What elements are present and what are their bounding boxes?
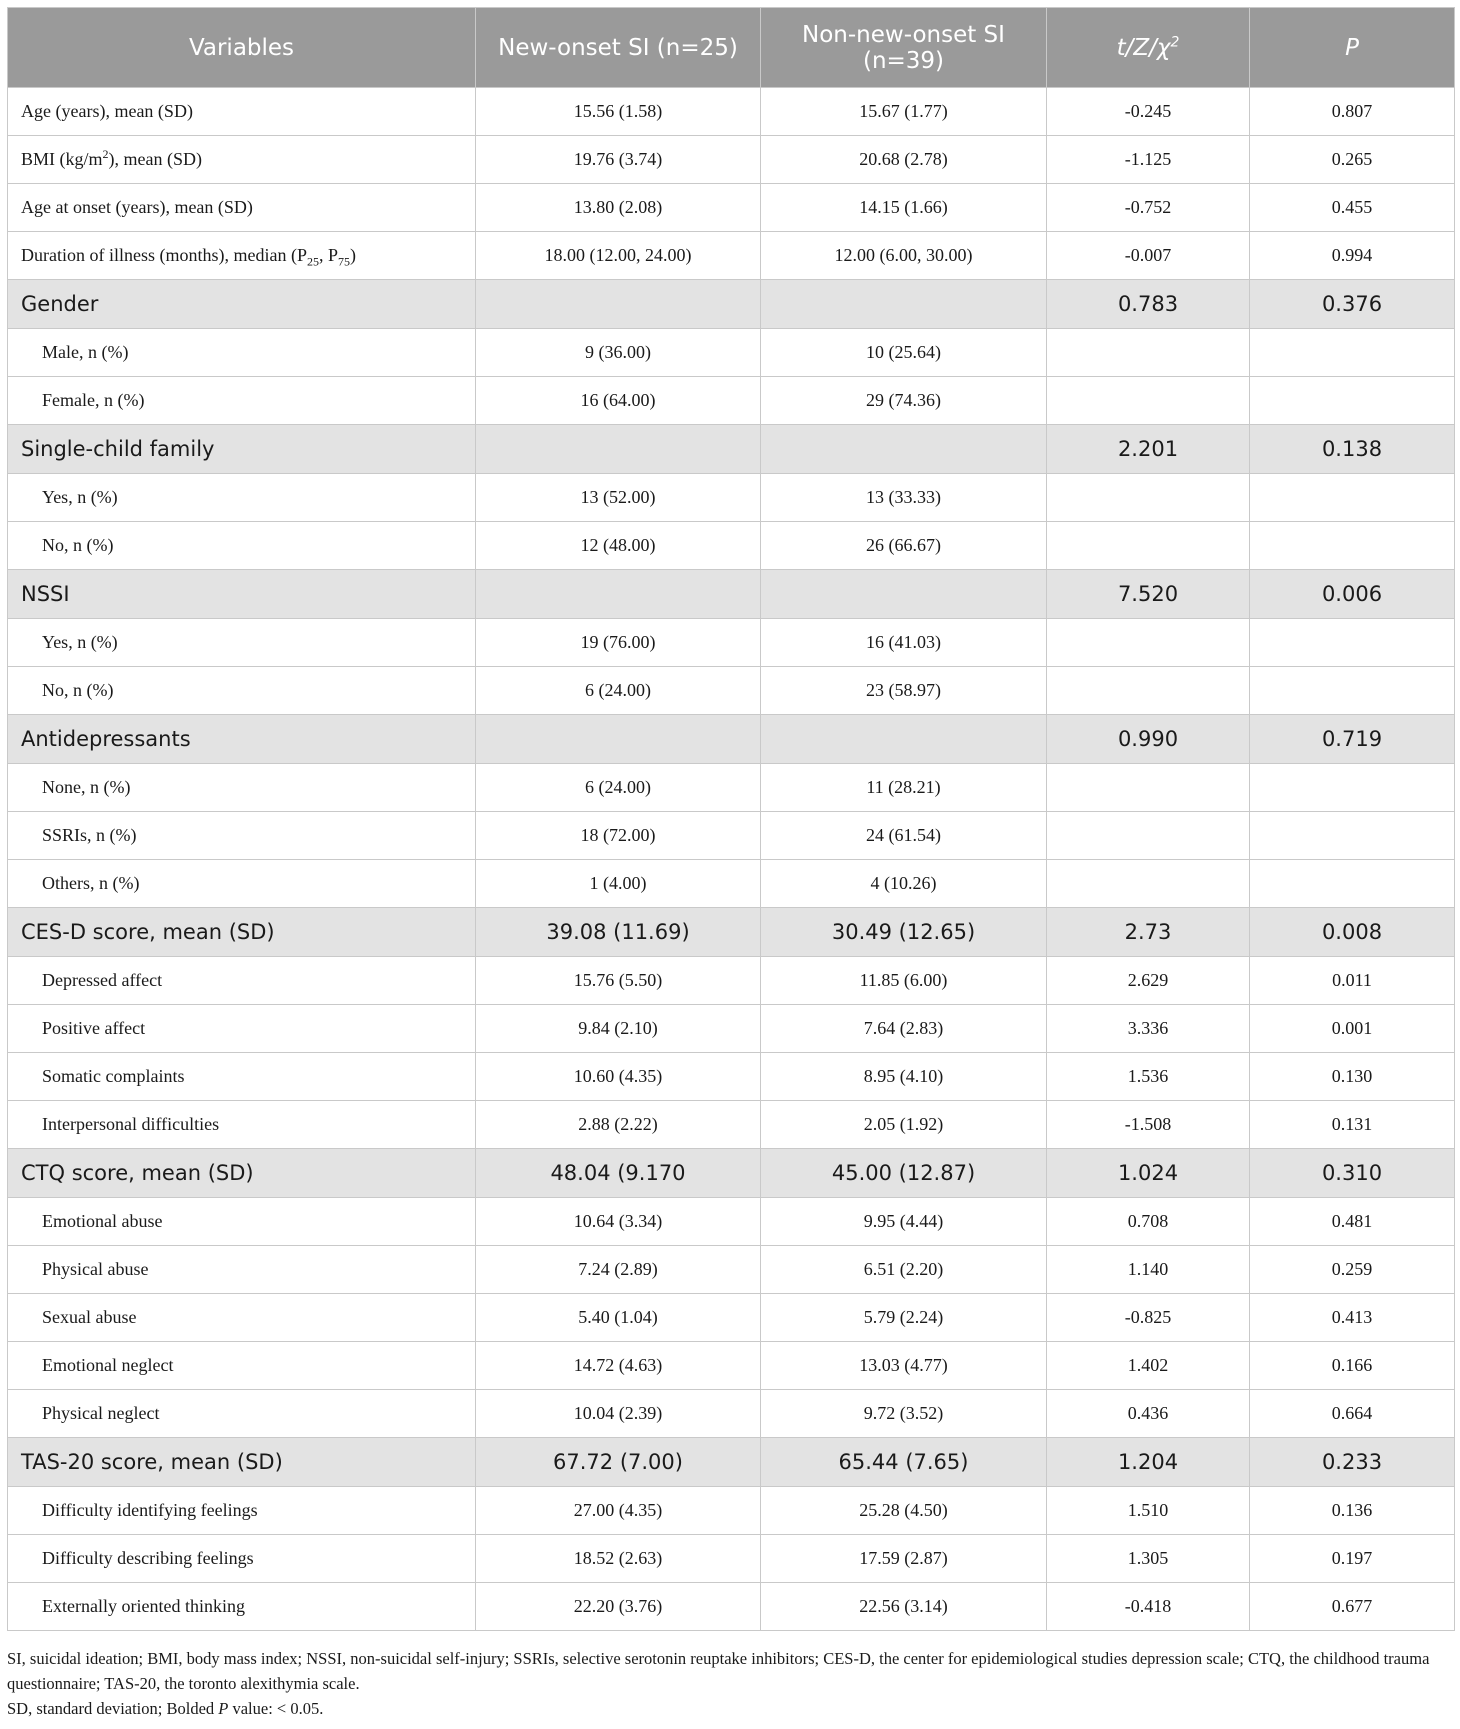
table-row [8,619,1455,667]
cell-new-onset: 9.84 (2.10) [476,1005,761,1053]
cell-new-onset: 1 (4.00) [476,860,761,908]
table-body [8,88,1455,1631]
cell-new-onset: 48.04 (9.170 [476,1149,761,1198]
header-variables: Variables [8,8,476,88]
cell-variable: Physical abuse [8,1246,476,1294]
cell-new-onset [476,715,761,764]
cell-new-onset: 14.72 (4.63) [476,1342,761,1390]
table-row [8,667,1455,715]
cell-p: 0.994 [1250,232,1455,280]
table-row [8,1053,1455,1101]
cell-non-new-onset: 17.59 (2.87) [761,1535,1047,1583]
cell-non-new-onset: 6.51 (2.20) [761,1246,1047,1294]
table-section-row [8,280,1455,329]
table-row [8,1583,1455,1631]
cell-variable: Male, n (%) [8,329,476,377]
cell-p [1250,764,1455,812]
table-container [7,7,1454,1631]
cell-new-onset: 10.64 (3.34) [476,1198,761,1246]
cell-variable: Sexual abuse [8,1294,476,1342]
cell-p [1250,474,1455,522]
cell-p: 0.006 [1250,570,1455,619]
cell-p: 0.197 [1250,1535,1455,1583]
cell-non-new-onset: 65.44 (7.65) [761,1438,1047,1487]
cell-new-onset: 9 (36.00) [476,329,761,377]
cell-stat [1047,860,1250,908]
table-row [8,860,1455,908]
cell-stat: 1.305 [1047,1535,1250,1583]
cell-non-new-onset: 16 (41.03) [761,619,1047,667]
cell-stat: 0.783 [1047,280,1250,329]
cell-p: 0.413 [1250,1294,1455,1342]
cell-stat [1047,619,1250,667]
footnote-significance [7,1696,1454,1721]
cell-non-new-onset: 24 (61.54) [761,812,1047,860]
cell-p [1250,860,1455,908]
cell-variable: Yes, n (%) [8,619,476,667]
cell-stat: 2.73 [1047,908,1250,957]
cell-variable: No, n (%) [8,667,476,715]
cell-new-onset: 6 (24.00) [476,764,761,812]
cell-non-new-onset: 15.67 (1.77) [761,88,1047,136]
cell-p: 0.008 [1250,908,1455,957]
table-row [8,232,1455,280]
cell-variable: Externally oriented thinking [8,1583,476,1631]
cell-stat: 0.990 [1047,715,1250,764]
cell-p [1250,522,1455,570]
cell-p: 0.233 [1250,1438,1455,1487]
cell-stat [1047,329,1250,377]
cell-p: 0.136 [1250,1487,1455,1535]
cell-variable: Physical neglect [8,1390,476,1438]
table-row [8,1294,1455,1342]
cell-variable: NSSI [8,570,476,619]
cell-variable: Difficulty identifying feelings [8,1487,476,1535]
cell-stat [1047,377,1250,425]
table-row [8,329,1455,377]
cell-variable: Age (years), mean (SD) [8,88,476,136]
cell-new-onset: 27.00 (4.35) [476,1487,761,1535]
table-section-row [8,1438,1455,1487]
cell-variable: CTQ score, mean (SD) [8,1149,476,1198]
header-p-label: P [1345,34,1359,61]
cell-new-onset: 10.04 (2.39) [476,1390,761,1438]
data-table [7,7,1455,1631]
cell-new-onset: 19 (76.00) [476,619,761,667]
cell-non-new-onset: 13 (33.33) [761,474,1047,522]
cell-new-onset: 18.52 (2.63) [476,1535,761,1583]
footnote-sd: SD, standard deviation; Bolded [7,1699,219,1718]
cell-p: 0.310 [1250,1149,1455,1198]
cell-stat [1047,812,1250,860]
cell-stat: 0.436 [1047,1390,1250,1438]
cell-p: 0.131 [1250,1101,1455,1149]
cell-non-new-onset: 10 (25.64) [761,329,1047,377]
cell-p: 0.011 [1250,957,1455,1005]
header-new-onset: New-onset SI (n=25) [476,8,761,88]
cell-non-new-onset: 23 (58.97) [761,667,1047,715]
cell-variable: CES-D score, mean (SD) [8,908,476,957]
cell-non-new-onset: 26 (66.67) [761,522,1047,570]
table-row [8,764,1455,812]
cell-stat [1047,474,1250,522]
cell-stat: -0.825 [1047,1294,1250,1342]
cell-variable: Antidepressants [8,715,476,764]
cell-variable: BMI $(kg/m^2)$, mean (SD) [8,136,476,184]
cell-non-new-onset: 2.05 (1.92) [761,1101,1047,1149]
cell-variable: Single-child family [8,425,476,474]
cell-p: 0.265 [1250,136,1455,184]
cell-stat: 2.629 [1047,957,1250,1005]
cell-new-onset: 15.56 (1.58) [476,88,761,136]
cell-p: 0.166 [1250,1342,1455,1390]
cell-variable: Others, n (%) [8,860,476,908]
cell-new-onset: 67.72 (7.00) [476,1438,761,1487]
table-row [8,522,1455,570]
cell-non-new-onset: 22.56 (3.14) [761,1583,1047,1631]
cell-stat: 0.708 [1047,1198,1250,1246]
cell-non-new-onset [761,425,1047,474]
cell-p [1250,812,1455,860]
cell-variable: Difficulty describing feelings [8,1535,476,1583]
cell-stat: 1.402 [1047,1342,1250,1390]
cell-variable: SSRIs, n (%) [8,812,476,860]
cell-non-new-onset: 29 (74.36) [761,377,1047,425]
cell-p [1250,329,1455,377]
cell-p: 0.259 [1250,1246,1455,1294]
footnote-p-symbol: P [218,1699,229,1718]
cell-new-onset: 18 (72.00) [476,812,761,860]
header-stat [1047,8,1250,88]
cell-stat: -0.007 [1047,232,1250,280]
header-p [1250,8,1455,88]
cell-stat: -0.418 [1047,1583,1250,1631]
cell-p: 0.001 [1250,1005,1455,1053]
cell-variable: Depressed affect [8,957,476,1005]
header-stat-label: t/Z/χ [1116,34,1171,61]
cell-non-new-onset: 12.00 (6.00, 30.00) [761,232,1047,280]
cell-new-onset: 19.76 (3.74) [476,136,761,184]
cell-variable: None, n (%) [8,764,476,812]
cell-new-onset: 10.60 (4.35) [476,1053,761,1101]
cell-p: 0.138 [1250,425,1455,474]
cell-variable: Emotional neglect [8,1342,476,1390]
cell-stat: 3.336 [1047,1005,1250,1053]
cell-variable: Somatic complaints [8,1053,476,1101]
cell-non-new-onset: 11.85 (6.00) [761,957,1047,1005]
cell-non-new-onset: 4 (10.26) [761,860,1047,908]
cell-non-new-onset [761,280,1047,329]
cell-new-onset: 13 (52.00) [476,474,761,522]
table-row [8,812,1455,860]
cell-new-onset [476,280,761,329]
cell-non-new-onset: 20.68 (2.78) [761,136,1047,184]
cell-non-new-onset: 14.15 (1.66) [761,184,1047,232]
cell-variable: Yes, n (%) [8,474,476,522]
cell-stat: 1.510 [1047,1487,1250,1535]
table-row [8,1487,1455,1535]
cell-variable: TAS-20 score, mean (SD) [8,1438,476,1487]
cell-stat: -1.125 [1047,136,1250,184]
cell-variable: No, n (%) [8,522,476,570]
cell-new-onset: 16 (64.00) [476,377,761,425]
cell-p: 0.807 [1250,88,1455,136]
cell-stat: -0.752 [1047,184,1250,232]
cell-p [1250,667,1455,715]
cell-new-onset [476,570,761,619]
table-section-row [8,1149,1455,1198]
cell-p: 0.677 [1250,1583,1455,1631]
cell-variable: Interpersonal difficulties [8,1101,476,1149]
table-row [8,1342,1455,1390]
cell-new-onset: 12 (48.00) [476,522,761,570]
cell-p: 0.376 [1250,280,1455,329]
cell-variable: Positive affect [8,1005,476,1053]
cell-p: 0.719 [1250,715,1455,764]
cell-non-new-onset: 9.95 (4.44) [761,1198,1047,1246]
table-section-row [8,908,1455,957]
cell-stat [1047,764,1250,812]
cell-non-new-onset: 7.64 (2.83) [761,1005,1047,1053]
cell-new-onset: 6 (24.00) [476,667,761,715]
cell-variable: Female, n (%) [8,377,476,425]
cell-non-new-onset: 11 (28.21) [761,764,1047,812]
header-non-new-onset [761,8,1047,88]
cell-variable: Duration of illness (months), median ($P_{25}$, $P_{75}$) [8,232,476,280]
footnote-threshold: value: < 0.05. [228,1699,324,1718]
cell-p: 0.664 [1250,1390,1455,1438]
cell-stat: 1.536 [1047,1053,1250,1101]
cell-non-new-onset: 8.95 (4.10) [761,1053,1047,1101]
cell-variable: Gender [8,280,476,329]
cell-p [1250,619,1455,667]
cell-p [1250,377,1455,425]
table-row [8,136,1455,184]
cell-non-new-onset: 13.03 (4.77) [761,1342,1047,1390]
header-non-new-onset-label: Non-new-onset SI (n=39) [802,21,1005,74]
cell-p: 0.130 [1250,1053,1455,1101]
cell-p: 0.481 [1250,1198,1455,1246]
table-row [8,1101,1455,1149]
cell-new-onset: 22.20 (3.76) [476,1583,761,1631]
table-header-row [8,8,1455,88]
table-row [8,1198,1455,1246]
footnote-abbreviations: SI, suicidal ideation; BMI, body mass index; NSSI, non-suicidal self-injury; SSRIs, selective serotonin reuptake inhibitors; CES-D, the center for epidemiological studies depression scale; CTQ, the childhood trauma questionnaire; TAS-20, the toronto alexithymia scale. [7,1649,1430,1693]
cell-non-new-onset [761,570,1047,619]
cell-non-new-onset: 5.79 (2.24) [761,1294,1047,1342]
cell-stat: -1.508 [1047,1101,1250,1149]
table-row [8,1005,1455,1053]
cell-stat: 1.024 [1047,1149,1250,1198]
table-row [8,88,1455,136]
table-row [8,377,1455,425]
table-section-row [8,425,1455,474]
cell-non-new-onset: 25.28 (4.50) [761,1487,1047,1535]
cell-stat [1047,522,1250,570]
cell-new-onset: 5.40 (1.04) [476,1294,761,1342]
cell-new-onset: 13.80 (2.08) [476,184,761,232]
cell-new-onset: 2.88 (2.22) [476,1101,761,1149]
table-row [8,1535,1455,1583]
table-row [8,1390,1455,1438]
cell-new-onset: 39.08 (11.69) [476,908,761,957]
cell-p: 0.455 [1250,184,1455,232]
footnotes [7,1646,1454,1721]
cell-new-onset: 15.76 (5.50) [476,957,761,1005]
cell-stat: 1.140 [1047,1246,1250,1294]
cell-non-new-onset: 45.00 (12.87) [761,1149,1047,1198]
table-row [8,957,1455,1005]
table-row [8,184,1455,232]
table-section-row [8,570,1455,619]
cell-non-new-onset: 9.72 (3.52) [761,1390,1047,1438]
cell-variable: Emotional abuse [8,1198,476,1246]
cell-new-onset: 18.00 (12.00, 24.00) [476,232,761,280]
header-stat-sup: 2 [1170,33,1180,50]
cell-non-new-onset: 30.49 (12.65) [761,908,1047,957]
table-row [8,474,1455,522]
cell-stat: -0.245 [1047,88,1250,136]
cell-new-onset: 7.24 (2.89) [476,1246,761,1294]
cell-stat: 2.201 [1047,425,1250,474]
cell-stat [1047,667,1250,715]
cell-new-onset [476,425,761,474]
cell-stat: 7.520 [1047,570,1250,619]
cell-non-new-onset [761,715,1047,764]
table-row [8,1246,1455,1294]
cell-stat: 1.204 [1047,1438,1250,1487]
table-section-row [8,715,1455,764]
cell-variable: Age at onset (years), mean (SD) [8,184,476,232]
